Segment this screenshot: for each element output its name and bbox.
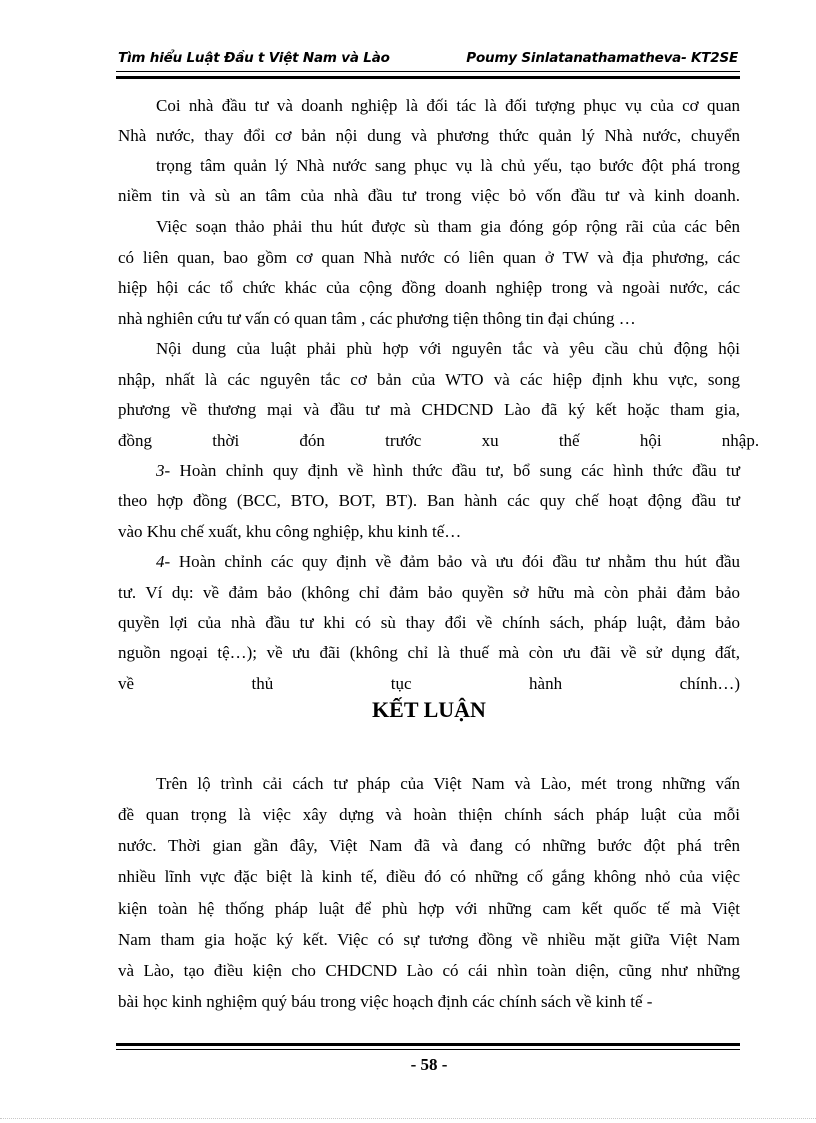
text-line: có liên quan, bao gồm cơ quan Nhà nước có liên quan ở TW và địa phương, các: [118, 248, 740, 267]
text-line: kiện toàn hệ thống pháp luật để phù hợp với những cam kết quốc tế mà Việt: [118, 899, 740, 918]
running-header: [118, 48, 738, 70]
text-line: nước. Thời gian gần đây, Việt Nam đã và đang có những bước đột phá trên: [118, 836, 740, 855]
text-line: Việc soạn thảo phải thu hút được sù tham gia đóng góp rộng rãi của các bên: [156, 217, 740, 236]
text-line: phương về thương mại và đầu tư mà CHDCND Lào đã ký kết hoặc tham gia,: [118, 400, 740, 419]
text-line: Nhà nước, thay đổi cơ bản nội dung và phương thức quản lý Nhà nước, chuyển: [118, 126, 740, 145]
text-line: quyền lợi của nhà đầu tư khi có sù thay đổi về chính sách, pháp luật, đảm bảo: [118, 613, 740, 632]
text-line: tư. Ví dụ: về đảm bảo (không chỉ đảm bảo quyền sở hữu mà còn phải đảm bảo: [118, 583, 740, 602]
text-line: về thủ tục hành chính…): [118, 674, 740, 693]
header-author: Poumy Sinlatanathamatheva- KT2SE: [466, 50, 738, 66]
text-line: 3- Hoàn chỉnh quy định về hình thức đầu tư, bổ sung các hình thức đầu tư: [156, 461, 740, 480]
text-line: nguồn ngoại tệ…); về ưu đãi (không chỉ là thuế mà còn ưu đãi về sử dụng đất,: [118, 643, 740, 662]
text-line: nhiều lĩnh vực đặc biệt là kinh tế, điều đó có những cố gắng không nhỏ của việc: [118, 867, 740, 886]
text-line: Coi nhà đầu tư và doanh nghiệp là đối tác là đối tượng phục vụ của cơ quan: [156, 96, 740, 115]
header-rule-thick: [116, 76, 740, 79]
text-line: hiệp hội các tổ chức khác của cộng đồng doanh nghiệp trong và ngoài nước, các: [118, 278, 740, 297]
text-line: Nội dung của luật phải phù hợp với nguyên tắc và yêu cầu chủ động hội: [156, 339, 740, 358]
page-break-line: [0, 1118, 816, 1119]
text-line: bài học kinh nghiệm quý báu trong việc hoạch định các chính sách về kinh tế -: [118, 992, 653, 1011]
text-line: theo hợp đồng (BCC, BTO, BOT, BT). Ban hành các quy chế hoạt động đầu tư: [118, 491, 740, 510]
text-line: vào Khu chế xuất, khu công nghiệp, khu kinh tế…: [118, 522, 462, 541]
header-rule-thin: [116, 71, 740, 72]
section-title: KẾT LUẬN: [372, 697, 486, 722]
footer-rule-thin: [116, 1049, 740, 1050]
text-line: trọng tâm quản lý Nhà nước sang phục vụ là chủ yếu, tạo bước đột phá trong: [156, 156, 740, 175]
text-line: 4- Hoàn chỉnh các quy định về đảm bảo và ưu đói đầu tư nhằm thu hút đầu: [156, 552, 740, 571]
text-line: và Lào, tạo điều kiện cho CHDCND Lào có cái nhìn toàn diện, cũng như những: [118, 961, 740, 980]
text-line: Nam tham gia hoặc ký kết. Việc có sự tương đồng về nhiều mặt giữa Việt Nam: [118, 930, 740, 949]
text-line: đồng thời đón trước xu thế hội nhập.: [118, 431, 760, 450]
page-number: - 58 -: [410, 1055, 448, 1074]
text-line: Trên lộ trình cải cách tư pháp của Việt Nam và Lào, mét trong những vấn: [156, 774, 740, 793]
header-title: Tìm hiểu Luật Đầu t Việt Nam và Lào: [118, 50, 390, 66]
text-line: đề quan trọng là việc xây dựng và hoàn thiện chính sách pháp luật của mỗi: [118, 805, 740, 824]
text-line: niềm tin và sù an tâm của nhà đầu tư trong việc bỏ vốn đầu tư và kinh doanh.: [118, 186, 740, 205]
footer-rule-thick: [116, 1043, 740, 1046]
text-line: nhập, nhất là các nguyên tắc cơ bản của WTO và các hiệp định khu vực, song: [118, 370, 740, 389]
text-line: nhà nghiên cứu tư vấn có quan tâm , các phương tiện thông tin đại chúng …: [118, 309, 636, 328]
